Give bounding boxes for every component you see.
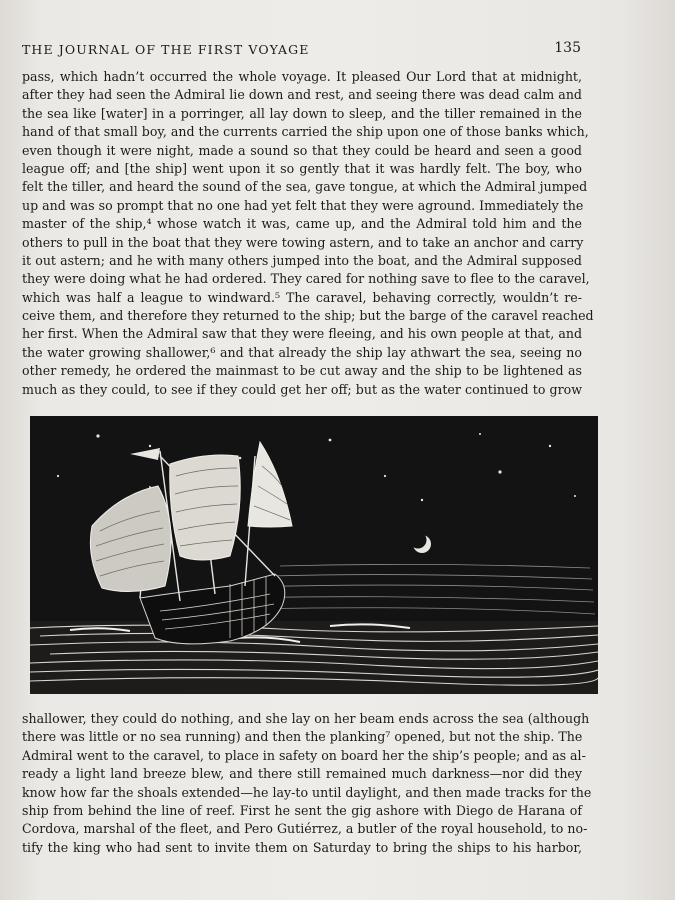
text-line: others to pull in the boat that they were towing astern, and to take an anchor and carry: [22, 234, 584, 250]
text-line: after they had seen the Admiral lie down and rest, and seeing there was dead calm and: [22, 87, 582, 103]
text-line: the water growing shallower,⁶ and that already the ship lay athwart the sea, seeing no: [22, 344, 582, 360]
text-line: felt the tiller, and heard the sound of the sea, gave tongue, at which the Admiral jumped: [22, 179, 588, 195]
text-line: other remedy, he ordered the mainmast to be cut away and the ship to be lightened as: [22, 363, 582, 379]
woodcut-ship-at-night-icon: [30, 416, 598, 694]
text-line: up and was so prompt that no one had yet felt that they were aground. Immediately the: [22, 197, 584, 213]
page-number: 135: [554, 40, 581, 56]
text-line: master of the ship,⁴ whose watch it was, came up, and the Admiral told him and the: [22, 216, 582, 232]
text-line: tify the king who had sent to invite them on Saturday to bring the ships to his harbor,: [22, 839, 582, 855]
text-line: ship from behind the line of reef. First he sent the gig ashore with Diego de Harana of: [22, 802, 582, 818]
text-line: Cordova, marshal of the fleet, and Pero Gutiérrez, a butler of the royal household, to no-: [22, 821, 588, 837]
body-text-bottom: [22, 710, 592, 857]
text-line: the sea like [water] in a porringer, all lay down to sleep, and the tiller remained in the: [22, 105, 582, 121]
text-line: there was little or no sea running) and then the planking⁷ opened, but not the ship. The: [22, 729, 583, 745]
text-line: which was half a league to windward.⁵ The caravel, behaving correctly, wouldn’t re-: [22, 289, 582, 305]
text-line: it out astern; and he with many others jumped into the boat, and the Admiral supposed: [22, 252, 582, 268]
text-line: know how far the shoals extended—he lay-to until daylight, and then made tracks for the: [22, 784, 592, 800]
text-line: league off; and [the ship] went upon it so gently that it was hardly felt. The boy, who: [22, 160, 582, 176]
water-surface-icon: [30, 621, 598, 694]
text-line: pass, which hadn’t occurred the whole voyage. It pleased Our Lord that at midnight,: [22, 69, 582, 84]
text-line: even though it were night, made a sound so that they could be heard and seen a good: [22, 142, 582, 158]
text-line: Admiral went to the caravel, to place in safety on board her the ship’s people; and as al-: [22, 747, 586, 763]
text-line: ceive them, and therefore they returned to the ship; but the barge of the caravel reached: [22, 308, 594, 324]
text-line: ready a light land breeze blew, and there still remained much darkness—nor did they: [22, 766, 582, 782]
text-line: much as they could, to see if they could get her off; but as the water continued to grow: [22, 381, 582, 397]
text-line: her first. When the Admiral saw that they were fleeing, and his own people at that, and: [22, 326, 582, 342]
text-line: shallower, they could do nothing, and she lay on her beam ends across the sea (although: [22, 711, 590, 726]
text-line: hand of that small boy, and the currents carried the ship upon one of those banks which,: [22, 124, 589, 140]
body-text-top: [22, 68, 594, 399]
text-line: they were doing what he had ordered. They cared for nothing save to flee to the caravel,: [22, 271, 590, 287]
running-head: THE JOURNAL OF THE FIRST VOYAGE: [22, 42, 310, 57]
